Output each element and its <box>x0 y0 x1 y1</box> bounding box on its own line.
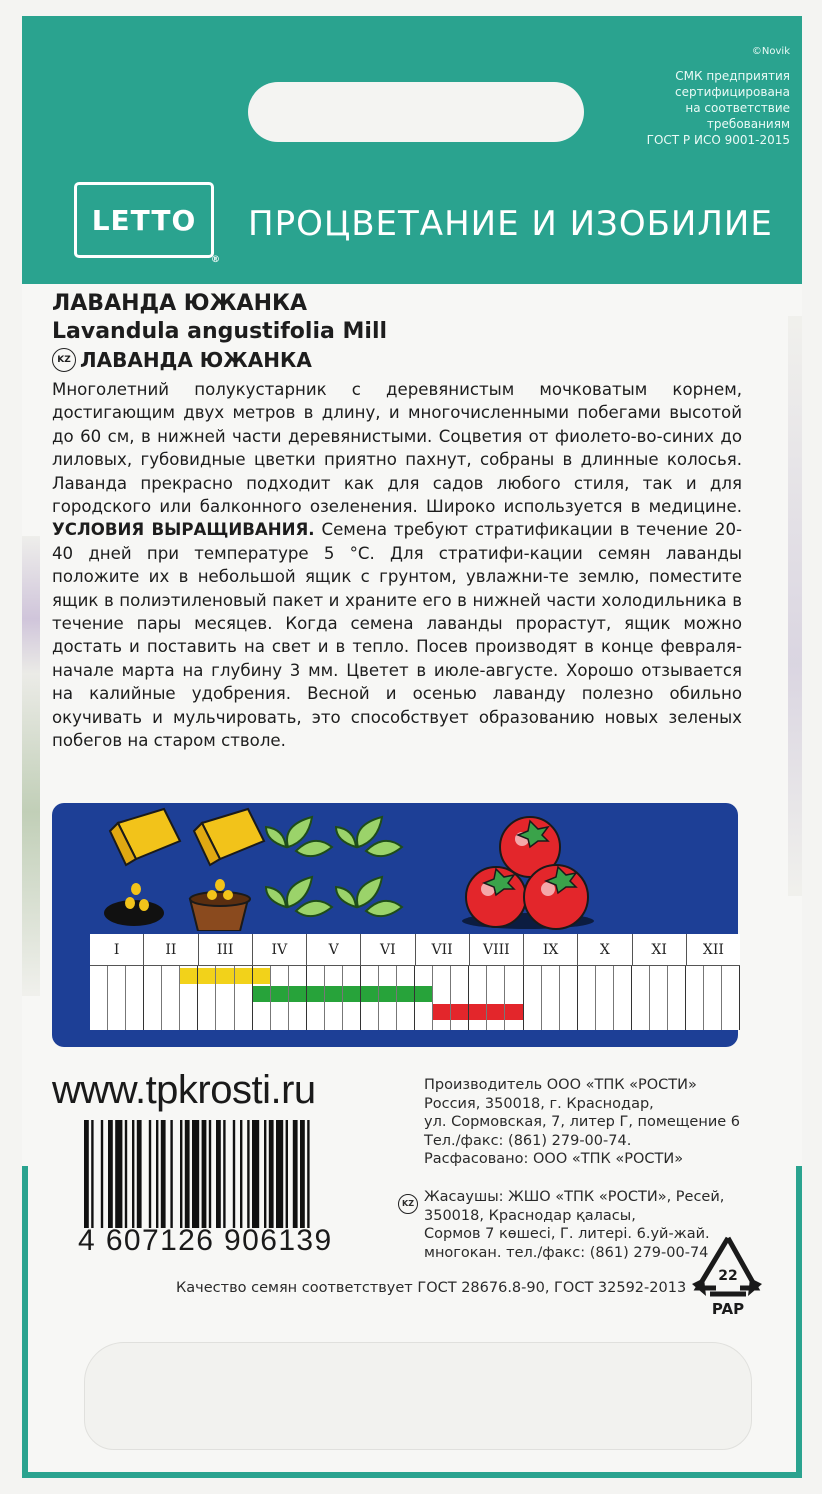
decade-cell <box>162 966 180 1030</box>
product-info <box>52 290 742 753</box>
barcode-bar <box>170 1120 172 1228</box>
barcode-bar <box>233 1120 235 1228</box>
decade-cell <box>271 966 289 1030</box>
barcode-bar <box>156 1120 158 1228</box>
decade-cell <box>397 966 415 1030</box>
month-label: I <box>90 934 144 965</box>
quality-statement: Качество семян соответствует ГОСТ 28676.8-90, ГОСТ 32592-2013 <box>176 1280 687 1296</box>
flower-photo-edge <box>788 316 802 896</box>
seedlings-icon <box>266 817 402 916</box>
header-band <box>22 16 802 284</box>
cert-line: ГОСТ Р ИСО 9001-2015 <box>646 133 790 147</box>
product-title: ЛАВАНДА ЮЖАНКА <box>52 291 307 316</box>
barcode-bar <box>300 1120 305 1228</box>
decade-cell <box>198 966 216 1030</box>
barcode-bar <box>247 1120 249 1228</box>
decade-cell <box>289 966 307 1030</box>
sowing-calendar <box>52 803 738 1047</box>
decade-cell <box>415 966 433 1030</box>
barcode-bar <box>223 1120 225 1228</box>
recycle-icon <box>686 1232 770 1318</box>
barcode-bar <box>264 1120 266 1228</box>
decade-cell <box>108 966 126 1030</box>
decade-cell <box>524 966 542 1030</box>
kz-badge-icon: KZ <box>52 348 76 372</box>
letto-logo: LETTO ® <box>74 182 214 258</box>
decade-cell <box>560 966 578 1030</box>
month-label: II <box>144 934 198 965</box>
decade-cell <box>451 966 469 1030</box>
barcode-bar <box>209 1120 211 1228</box>
decade-cell <box>578 966 596 1030</box>
barcode-bar <box>180 1120 182 1228</box>
barcode-bar <box>84 1120 89 1228</box>
producer-line: Россия, 350018, г. Краснодар, <box>424 1095 654 1112</box>
decade-cell <box>180 966 198 1030</box>
decade-cell <box>361 966 379 1030</box>
decade-cell <box>126 966 144 1030</box>
decade-cell <box>596 966 614 1030</box>
decade-cell <box>686 966 704 1030</box>
decade-cell <box>216 966 234 1030</box>
barcode-bar <box>108 1120 113 1228</box>
barcode-bar <box>125 1120 127 1228</box>
month-label: IV <box>253 934 307 965</box>
decade-lines <box>90 966 740 1030</box>
barcode-bar <box>132 1120 134 1228</box>
barcode-bar <box>185 1120 190 1228</box>
kz-title-text: ЛАВАНДА ЮЖАНКА <box>80 348 312 372</box>
cert-line: СМК предприятия <box>675 69 790 83</box>
growing-heading: УСЛОВИЯ ВЫРАЩИВАНИЯ. <box>52 520 315 540</box>
kz-badge-icon: KZ <box>398 1194 418 1214</box>
month-label: VII <box>416 934 470 965</box>
growing-text: Семена требуют стратификации в течение 20-40 дней при температуре 5 °С. Для стратифи-кации семян лаванды положите их в небольшой ящик с грунтом, увлажни-те землю, поместите ящик в полиэтиленовый пакет и храните его в нижней части холодильника в течение пары месяцев. Когда семена лаванды прорастут, ящик можно достать и поставить на свет и в тепло. Посев производят в конце февраля-начале марта на глубину 3 мм. Цветет в июле-августе. Хорошо отзывается на калийные удобрения. Весной и осенью лаванду полезно обильно окучивать и мульчировать, это способствует образованию новых зеленых побегов на старом стволе. <box>52 520 743 751</box>
seed-pot-icon <box>190 809 264 931</box>
cert-line: на соответствие <box>685 101 790 115</box>
barcode-bar <box>137 1120 142 1228</box>
barcode-bar <box>115 1120 122 1228</box>
kz-title <box>52 346 742 374</box>
flower-photo-edge <box>22 536 40 996</box>
decade-cell <box>650 966 668 1030</box>
barcode-bar <box>149 1120 151 1228</box>
cert-line: сертифицирована <box>675 85 790 99</box>
barcode-number: 4 607126 906139 <box>78 1224 333 1257</box>
seed-packet-icon <box>104 809 180 926</box>
producer-line: ул. Сормовская, 7, литер Г, помещение 6 <box>424 1114 741 1131</box>
kz-line: многокан. тел./факс: (861) 279-00-74 <box>424 1244 709 1261</box>
producer-line: Расфасовано: ООО «ТПК «РОСТИ» <box>424 1151 684 1168</box>
month-label: XII <box>702 941 724 958</box>
decade-cell <box>144 966 162 1030</box>
kz-line: Сормов 7 көшесі, Г. литері. 6.уй-жай. <box>424 1226 710 1243</box>
month-table <box>90 934 740 1030</box>
barcode <box>84 1120 380 1228</box>
decade-cell <box>614 966 632 1030</box>
decade-cell <box>253 966 271 1030</box>
barcode-bar <box>269 1120 274 1228</box>
decade-cell <box>542 966 560 1030</box>
producer-line: Производитель ООО «ТПК «РОСТИ» <box>424 1077 697 1093</box>
website: www.tpkrosti.ru <box>52 1068 316 1112</box>
decade-cell <box>379 966 397 1030</box>
decade-cell <box>632 966 650 1030</box>
decade-cell <box>325 966 343 1030</box>
month-label: VI <box>361 934 415 965</box>
producer-line: Тел./факс: (861) 279-00-74. <box>424 1132 632 1149</box>
decade-cell <box>505 966 523 1030</box>
month-label: III <box>199 934 253 965</box>
barcode-bar <box>192 1120 199 1228</box>
barcode-bar <box>91 1120 93 1228</box>
kz-line: 350018, Краснодар қаласы, <box>424 1207 636 1224</box>
kz-line: Жасаушы: ЖШО «ТПК «РОСТИ», Ресей, <box>424 1189 725 1205</box>
month-label: V <box>307 934 361 965</box>
recycle-number: 22 <box>718 1268 738 1284</box>
description-text: Многолетний полукустарник с деревянистым мочковатым корнем, достигающим двух метров в длину, и многочисленными побегами высотой до 60 см, в нижней части деревянистыми. Соцветия от фиолето-во-синих до лиловых, губовидные цветки приятно пахнут, собраны в длинные колосья. Лаванда прекрасно подходит как для садов любого стиля, так и для городского или балконного озеленения. Широко используется в медицине. <box>52 380 742 517</box>
cert-line: требованиям <box>706 117 790 131</box>
barcode-bar <box>240 1120 242 1228</box>
decade-cell <box>235 966 253 1030</box>
barcode-bar <box>286 1120 288 1228</box>
barcode-bar <box>101 1120 103 1228</box>
barcode-bar <box>293 1120 298 1228</box>
decade-cell <box>90 966 108 1030</box>
barcode-bar <box>202 1120 207 1228</box>
period-grid <box>90 966 740 1030</box>
calendar-icons <box>52 803 738 931</box>
barcode-bar <box>307 1120 309 1228</box>
decade-cell <box>704 966 722 1030</box>
kz-producer-info <box>398 1188 724 1262</box>
tomatoes-icon <box>462 817 594 929</box>
month-header <box>90 934 740 966</box>
hang-slot <box>248 82 584 142</box>
producer-info <box>424 1076 740 1169</box>
barcode-bar <box>216 1120 221 1228</box>
month-label: XI <box>633 934 687 965</box>
recycle-label: PAP <box>711 1300 745 1318</box>
decade-cell <box>487 966 505 1030</box>
certification-text <box>590 68 790 148</box>
series-title: ПРОЦВЕТАНИЕ И ИЗОБИЛИЕ <box>248 204 773 244</box>
decade-cell <box>307 966 325 1030</box>
decade-cell <box>668 966 686 1030</box>
barcode-bar <box>252 1120 259 1228</box>
decade-cell <box>343 966 361 1030</box>
decade-cell <box>433 966 451 1030</box>
barcode-bar <box>161 1120 166 1228</box>
month-label: VIII <box>470 934 524 965</box>
copyright-label: ©Novik <box>751 46 790 57</box>
barcode-bar <box>276 1120 283 1228</box>
decade-cell <box>722 966 740 1030</box>
month-label: IX <box>524 934 578 965</box>
description <box>52 378 742 753</box>
bottom-seal-area <box>84 1342 752 1450</box>
month-label: X <box>578 934 632 965</box>
decade-cell <box>469 966 487 1030</box>
latin-name: Lavandula angustifolia Mill <box>52 319 388 344</box>
